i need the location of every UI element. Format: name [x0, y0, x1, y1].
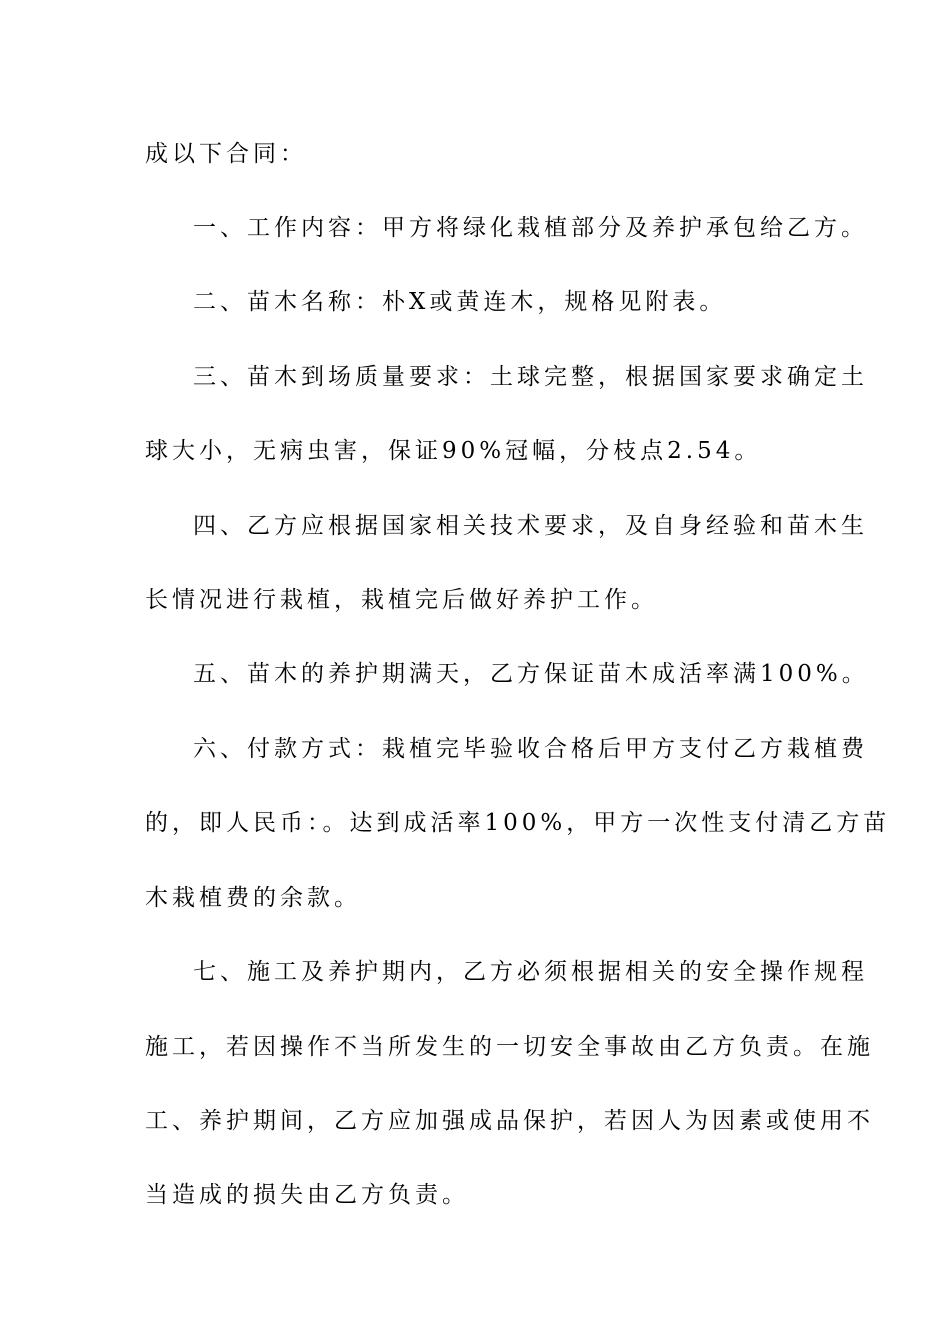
clause-7-continued-2: 工、养护期间，乙方应加强成品保护，若因人为因素或使用不	[145, 1108, 874, 1134]
clause-6: 六、付款方式：栽植完毕验收合格后甲方支付乙方栽植费	[193, 736, 868, 762]
clause-6-continued: 的，即人民币：。达到成活率100%，甲方一次性支付清乙方苗	[145, 810, 891, 836]
text-line: 成以下合同：	[145, 141, 307, 167]
clause-4: 四、乙方应根据国家相关技术要求，及自身经验和苗木生	[193, 513, 868, 539]
clause-3-continued: 球大小，无病虫害，保证90%冠幅，分枝点2.54。	[145, 438, 762, 464]
clause-1: 一、工作内容：甲方将绿化栽植部分及养护承包给乙方。	[193, 215, 868, 241]
clause-7-continued: 施工，若因操作不当所发生的一切安全事故由乙方负责。在施	[145, 1034, 874, 1060]
clause-6-continued-2: 木栽植费的余款。	[145, 885, 361, 911]
clause-7: 七、施工及养护期内，乙方必须根据相关的安全操作规程	[193, 959, 868, 985]
clause-7-continued-3: 当造成的损失由乙方负责。	[145, 1182, 469, 1208]
clause-3: 三、苗木到场质量要求：土球完整，根据国家要求确定土	[193, 364, 868, 390]
clause-5: 五、苗木的养护期满天，乙方保证苗木成活率满100%。	[193, 661, 869, 687]
clause-4-continued: 长情况进行栽植，栽植完后做好养护工作。	[145, 587, 658, 613]
clause-2: 二、苗木名称：朴X或黄连木，规格见附表。	[193, 289, 727, 315]
